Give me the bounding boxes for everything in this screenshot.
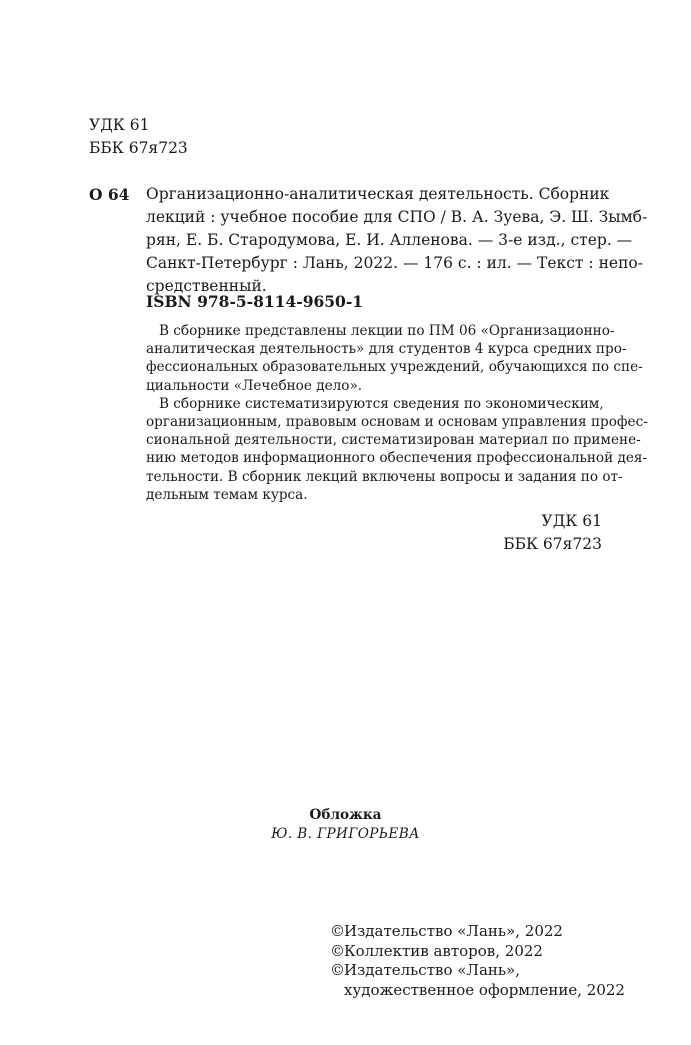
entry-line: Санкт-Петербург : Лань, 2022. — 176 с. : ил. — Текст : непо- (146, 254, 643, 272)
copyright-line-continuation: художественное оформление, 2022 (344, 980, 625, 999)
abstract-line: В сборнике представлены лекции по ПМ 06 «Организационно- (159, 323, 615, 339)
copyright-line (330, 942, 625, 962)
entry-line: рян, Е. Б. Стародумова, Е. И. Алленова. — 3-е изд., стер. — (146, 231, 633, 249)
cover-designer-name: Ю. В. ГРИГОРЬЕВА (271, 825, 420, 842)
book-abstract (146, 322, 648, 504)
entry-line: лекций : учебное пособие для СПО / В. А. Зуева, Э. Ш. Зымб- (146, 208, 648, 226)
copyright-text: Издательство «Лань», 2022 (344, 922, 563, 940)
entry-line: средственный. (146, 277, 267, 295)
copyright-line (330, 922, 625, 942)
entry-line: Организационно-аналитическая деятельность. Сборник (146, 185, 610, 203)
abstract-line: циальности «Лечебное дело». (146, 377, 363, 394)
copyright-text: Издательство «Лань», (344, 961, 521, 979)
abstract-line: фессиональных образовательных учреждений, обучающихся по спе- (146, 359, 643, 376)
abstract-line: аналитическая деятельность» для студентов 4 курса средних про- (146, 341, 627, 358)
udk-code: УДК 61 (541, 512, 602, 530)
isbn-number: ISBN 978-5-8114-9650-1 (146, 292, 364, 311)
copyright-icon: © (330, 922, 345, 940)
copyright-icon: © (330, 961, 345, 979)
classification-codes-top (89, 114, 188, 160)
abstract-line: тельности. В сборник лекций включены вопросы и задания по от- (146, 468, 623, 485)
copyright-block (330, 922, 625, 1000)
author-mark: О 64 (89, 185, 130, 204)
abstract-line: организационным, правовым основам и основам управления профес- (146, 414, 648, 431)
abstract-line: нию методов информационного обеспечения профессиональной дея- (146, 450, 648, 467)
cover-credit (0, 806, 691, 843)
classification-codes-bottom (503, 510, 602, 556)
abstract-line: сиональной деятельности, систематизирован материал по примене- (146, 432, 641, 449)
bibliographic-entry (146, 183, 648, 298)
copyright-line (330, 961, 625, 981)
udk-code: УДК 61 (89, 116, 150, 134)
copyright-text: Коллектив авторов, 2022 (344, 941, 543, 960)
abstract-line: дельным темам курса. (146, 486, 308, 503)
bbk-code: ББК 67я723 (503, 535, 602, 553)
abstract-line: В сборнике систематизируются сведения по экономическим, (159, 395, 604, 412)
copyright-icon: © (330, 941, 345, 960)
cover-role: Обложка (309, 807, 382, 823)
bbk-code: ББК 67я723 (89, 139, 188, 157)
